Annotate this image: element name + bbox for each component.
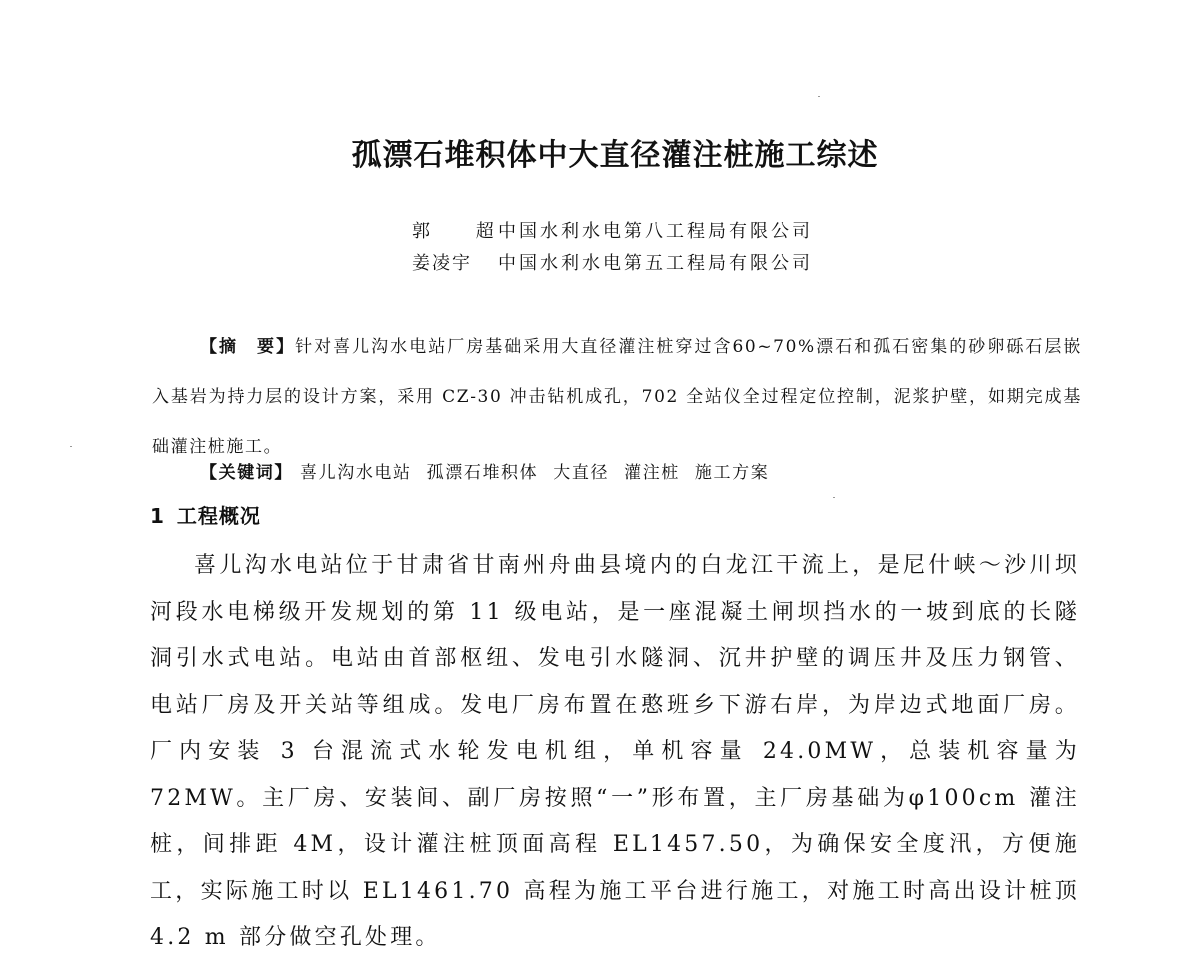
- abstract: [152, 322, 1082, 472]
- section-title: 工程概况: [176, 504, 261, 528]
- abstract-text: 针对喜儿沟水电站厂房基础采用大直径灌注桩穿过含60~70%漂石和孤石密集的砂卵砾石层嵌入基岩为持力层的设计方案，采用 CZ-30 冲击钻机成孔，702 全站仪全过程定位控制，泥浆护壁，如期完成基础灌注桩施工。: [152, 337, 1082, 457]
- keywords-label: 【关键词】: [200, 463, 293, 483]
- keyword: 施工方案: [694, 463, 770, 483]
- body-paragraph: 喜儿沟水电站位于甘肃省甘南州舟曲县境内的白龙江干流上，是尼什峡～沙川坝河段水电梯级开发规划的第 11 级电站，是一座混凝土闸坝挡水的一坡到底的长隧洞引水式电站。电站由首部枢纽、发电引水隧洞、沉井护壁的调压井及压力钢管、电站厂房及开关站等组成。发电厂房布置在憨班乡下游右岸，为岸边式地面厂房。厂内安装 3 台混流式水轮发电机组，单机容量 24.0MW，总装机容量为 72MW。主厂房、安装间、副厂房按照“一”形布置，主厂房基础为φ100cm 灌注桩，间排距 4M，设计灌注桩顶面高程 EL1457.50，为确保安全度汛，方便施工，实际施工时以 EL1461.70 高程为施工平台进行施工，对施工时高出设计桩顶 4.2 m 部分做空孔处理。: [150, 553, 1080, 950]
- author-affiliation: 中国水利水电第八工程局有限公司: [498, 221, 813, 242]
- author-name: 姜凌宇: [412, 253, 472, 274]
- section-heading: [150, 500, 261, 529]
- section-number: 1: [150, 504, 165, 528]
- author-affiliation: 中国水利水电第五工程局有限公司: [498, 253, 813, 274]
- keyword: 大直径: [553, 463, 610, 483]
- abstract-label: 【摘 要】: [200, 337, 296, 357]
- scan-speck: [818, 96, 820, 97]
- author-entry: [412, 216, 813, 248]
- scan-speck: [833, 497, 835, 498]
- author-entry: [412, 248, 813, 280]
- keywords: [200, 456, 777, 490]
- paper-title: 孤漂石堆积体中大直径灌注桩施工综述: [351, 138, 879, 173]
- keyword: 孤漂石堆积体: [426, 463, 539, 483]
- keyword: 喜儿沟水电站: [300, 463, 412, 483]
- keyword: 灌注桩: [624, 463, 680, 483]
- author-name: 郭 超: [412, 221, 514, 242]
- author-list: [412, 216, 813, 280]
- scan-speck: [70, 446, 72, 447]
